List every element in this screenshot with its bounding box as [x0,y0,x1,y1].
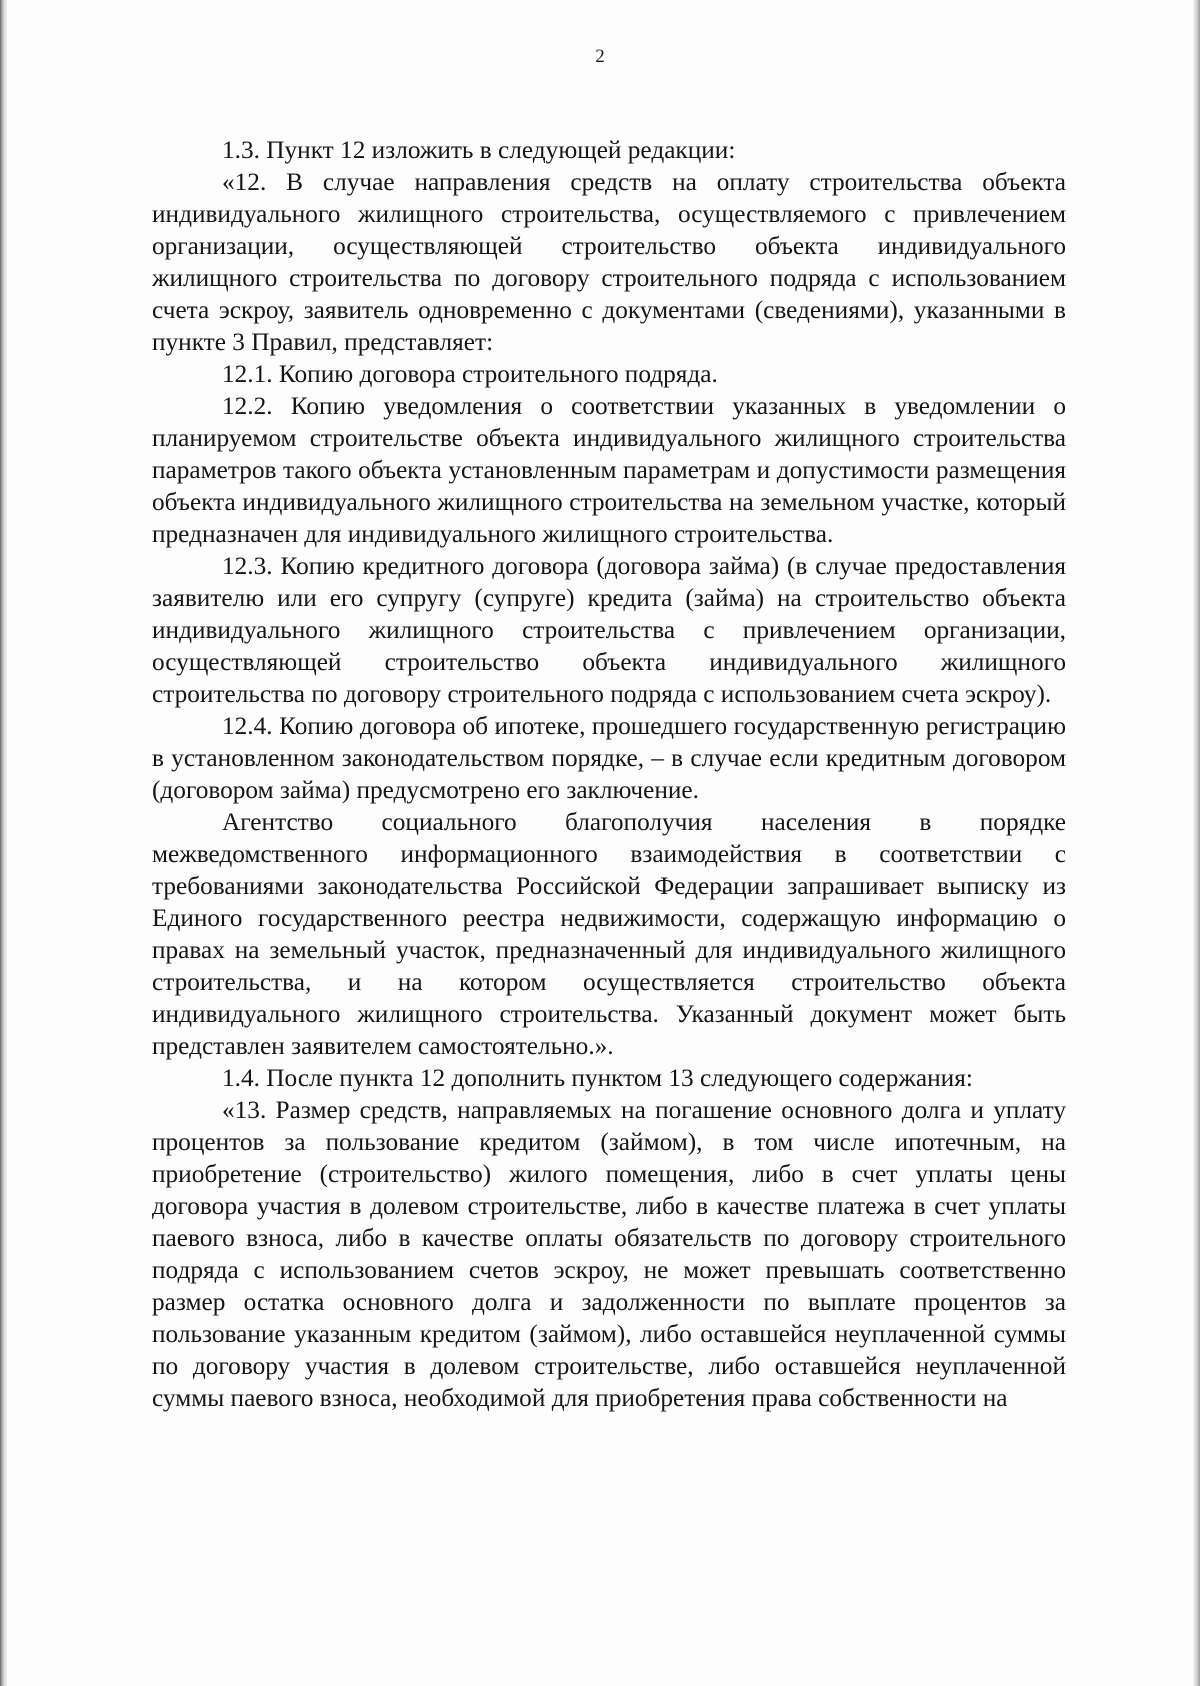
scan-edge-right [1193,0,1200,1686]
paragraph-12-3: 12.3. Копию кредитного договора (договора займа) (в случае предоставления заявителю или его супругу (супруге) кредита (займа) на строительство объекта индивидуального жилищного строительства с привлечением организации, осуществляющей строительство объекта индивидуального жилищного строительства по договору строительного подряда с использованием счета эскроу). [152,552,1066,708]
page-number: 2 [595,46,605,67]
paragraph-1-3: 1.3. Пункт 12 изложить в следующей редакции: [222,136,736,164]
paragraph-12-2: 12.2. Копию уведомления о соответствии указанных в уведомлении о планируемом строительстве объекта индивидуального жилищного строительства параметров такого объекта установленным параметрам и допустимости размещения объекта индивидуального жилищного строительства на земельном участке, который предназначен для индивидуального жилищного строительства. [152,392,1066,548]
document-body [152,134,1066,1414]
paragraph-12: «12. В случае направления средств на оплату строительства объекта индивидуального жилищного строительства, осуществляемого с привлечением организации, осуществляющей строительство объекта индивидуального жилищного строительства по договору строительного подряда с использованием счета эскроу, заявитель одновременно с документами (сведениями), указанными в пункте 3 Правил, представляет: [152,168,1066,356]
paragraph-12-1: 12.1. Копию договора строительного подряда. [222,360,718,388]
paragraph-13: «13. Размер средств, направляемых на погашение основного долга и уплату процентов за пользование кредитом (займом), в том числе ипотечным, на приобретение (строительство) жилого помещения, либо в счет уплаты цены договора участия в долевом строительстве, либо в качестве платежа в счет уплаты паевого взноса, либо в качестве оплаты обязательств по договору строительного подряда с использованием счетов эскроу, не может превышать соответственно размер остатка основного долга и задолженности по выплате процентов за пользование указанным кредитом (займом), либо оставшейся неуплаченной суммы по договору участия в долевом строительстве, либо оставшейся неуплаченной суммы паевого взноса, необходимой для приобретения права собственности на [152,1096,1066,1412]
paragraph-12-4: 12.4. Копию договора об ипотеке, прошедшего государственную регистрацию в установленном законодательством порядке, – в случае если кредитным договором (договором займа) предусмотрено его заключение. [152,712,1066,804]
scan-edge-left [0,0,7,1686]
paragraph-agency: Агентство социального благополучия населения в порядке межведомственного информационного взаимодействия в соответствии с требованиями законодательства Российской Федерации запрашивает выписку из Единого государственного реестра недвижимости, содержащую информацию о правах на земельный участок, предназначенный для индивидуального жилищного строительства, и на котором осуществляется строительство объекта индивидуального жилищного строительства. Указанный документ может быть представлен заявителем самостоятельно.». [152,808,1066,1060]
paragraph-1-4: 1.4. После пункта 12 дополнить пунктом 13 следующего содержания: [222,1064,973,1092]
